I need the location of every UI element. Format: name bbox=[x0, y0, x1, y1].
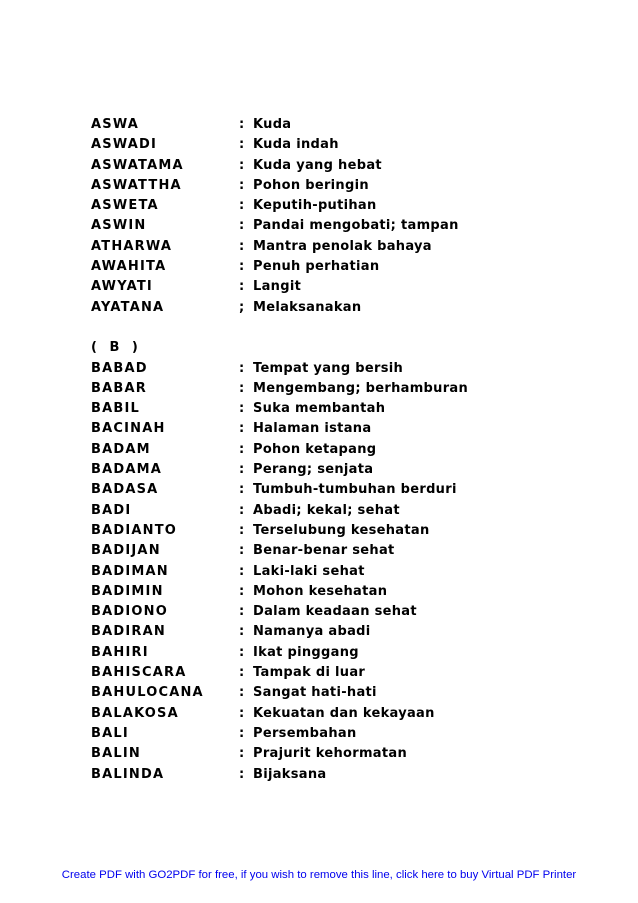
entry-separator: : bbox=[239, 198, 246, 214]
entry-separator: : bbox=[239, 705, 246, 721]
entry-definition: Sangat hati-hati bbox=[253, 685, 377, 701]
entry-separator: : bbox=[239, 685, 246, 701]
entry-definition: Benar-benar sehat bbox=[253, 543, 395, 559]
glossary-entry bbox=[91, 196, 611, 216]
entry-separator: ; bbox=[239, 299, 246, 315]
entry-term: BABIL bbox=[91, 401, 140, 417]
entry-separator: : bbox=[239, 482, 246, 498]
entry-definition: Kuda indah bbox=[253, 137, 339, 153]
entry-definition: Melaksanakan bbox=[253, 299, 362, 315]
section-a bbox=[91, 115, 611, 318]
entry-term: BALI bbox=[91, 725, 129, 741]
entry-definition: Penuh perhatian bbox=[253, 259, 380, 275]
entry-separator: : bbox=[239, 380, 246, 396]
glossary-entry bbox=[91, 643, 611, 663]
entry-definition: Pandai mengobati; tampan bbox=[253, 218, 459, 234]
entry-term: BAHISCARA bbox=[91, 665, 187, 681]
glossary-entry bbox=[91, 663, 611, 683]
entry-separator: : bbox=[239, 117, 246, 132]
glossary-entry bbox=[91, 176, 611, 196]
glossary-entry bbox=[91, 602, 611, 622]
entry-separator: : bbox=[239, 502, 246, 518]
entry-separator: : bbox=[239, 218, 246, 234]
entry-separator: : bbox=[239, 624, 246, 640]
entry-definition: Tampak di luar bbox=[253, 665, 366, 681]
glossary-entry bbox=[91, 216, 611, 236]
go2pdf-footer-link[interactable]: Create PDF with GO2PDF for free, if you wish to remove this line, click here to buy Virtual PDF Printer bbox=[61, 869, 577, 881]
entry-term: BADIMIN bbox=[91, 583, 164, 599]
entry-separator: : bbox=[239, 665, 246, 681]
entry-term: BADAM bbox=[91, 441, 151, 457]
entry-separator: : bbox=[239, 177, 246, 193]
entry-definition: Tempat yang bersih bbox=[253, 360, 404, 376]
entry-definition: Kekuatan dan kekayaan bbox=[253, 705, 435, 721]
entry-term: BAHIRI bbox=[91, 644, 149, 660]
glossary-entry bbox=[91, 115, 611, 135]
entry-separator: : bbox=[239, 401, 246, 417]
entry-term: ASWATAMA bbox=[91, 157, 184, 173]
entry-definition: Perang; senjata bbox=[253, 462, 374, 478]
entry-term: BALIN bbox=[91, 746, 141, 762]
entry-definition: Kuda bbox=[253, 117, 292, 132]
entry-term: BADI bbox=[91, 502, 132, 518]
entry-definition: Ikat pinggang bbox=[253, 644, 359, 660]
entry-separator: : bbox=[239, 259, 246, 275]
entry-separator: : bbox=[239, 604, 246, 620]
entry-definition: Halaman istana bbox=[253, 421, 372, 437]
entry-definition: Pohon beringin bbox=[253, 177, 369, 193]
entry-separator: : bbox=[239, 360, 246, 376]
entry-separator: : bbox=[239, 766, 246, 782]
entry-term: ASWETA bbox=[91, 198, 159, 214]
entry-definition: Pohon ketapang bbox=[253, 441, 377, 457]
entry-term: BADASA bbox=[91, 482, 159, 498]
spacer bbox=[91, 318, 611, 338]
glossary-entry bbox=[91, 724, 611, 744]
entry-term: AYATANA bbox=[91, 299, 165, 315]
entry-separator: : bbox=[239, 644, 246, 660]
entry-definition: Prajurit kehormatan bbox=[253, 746, 408, 762]
glossary-entry bbox=[91, 237, 611, 257]
entry-separator: : bbox=[239, 238, 246, 254]
glossary-entry bbox=[91, 419, 611, 439]
entry-term: ASWA bbox=[91, 117, 140, 132]
entry-separator: : bbox=[239, 746, 246, 762]
entry-definition: Suka membantah bbox=[253, 401, 386, 417]
entry-term: BALINDA bbox=[91, 766, 165, 782]
glossary-entry bbox=[91, 704, 611, 724]
entry-separator: : bbox=[239, 157, 246, 173]
glossary-entry bbox=[91, 440, 611, 460]
entry-term: ASWATTHA bbox=[91, 177, 182, 193]
section-b bbox=[91, 359, 611, 785]
glossary-entry bbox=[91, 501, 611, 521]
entry-term: BAHULOCANA bbox=[91, 685, 204, 701]
entry-definition: Kuda yang hebat bbox=[253, 157, 382, 173]
entry-term: BABAD bbox=[91, 360, 148, 376]
entry-definition: Laki-laki sehat bbox=[253, 563, 365, 579]
entry-term: BADIONO bbox=[91, 604, 168, 620]
glossary-entry bbox=[91, 399, 611, 419]
entry-definition: Mengembang; berhamburan bbox=[253, 380, 469, 396]
entry-term: BADIJAN bbox=[91, 543, 161, 559]
entry-definition: Tumbuh-tumbuhan berduri bbox=[253, 482, 457, 498]
entry-definition: Langit bbox=[253, 279, 302, 295]
entry-separator: : bbox=[239, 137, 246, 153]
entry-term: AWAHITA bbox=[91, 259, 167, 275]
section-b-heading-row bbox=[91, 338, 611, 358]
glossary-entry bbox=[91, 359, 611, 379]
entry-term: BADAMA bbox=[91, 462, 163, 478]
glossary-entry bbox=[91, 683, 611, 703]
entry-definition: Keputih-putihan bbox=[253, 198, 377, 214]
glossary-entry bbox=[91, 562, 611, 582]
glossary-entry bbox=[91, 582, 611, 602]
entry-separator: : bbox=[239, 279, 246, 295]
entry-separator: : bbox=[239, 522, 246, 538]
glossary-entry bbox=[91, 480, 611, 500]
glossary-entry bbox=[91, 298, 611, 318]
entry-definition: Dalam keadaan sehat bbox=[253, 604, 417, 620]
entry-definition: Namanya abadi bbox=[253, 624, 371, 640]
section-heading: ( B ) bbox=[91, 340, 142, 356]
entry-separator: : bbox=[239, 725, 246, 741]
entry-term: BADIRAN bbox=[91, 624, 166, 640]
entry-term: BADIANTO bbox=[91, 522, 178, 538]
entry-separator: : bbox=[239, 421, 246, 437]
entry-definition: Terselubung kesehatan bbox=[253, 522, 430, 538]
glossary-entry bbox=[91, 460, 611, 480]
entry-definition: Mantra penolak bahaya bbox=[253, 238, 432, 254]
entry-separator: : bbox=[239, 441, 246, 457]
entry-definition: Bijaksana bbox=[253, 766, 327, 782]
entry-term: ATHARWA bbox=[91, 238, 173, 254]
entry-term: AWYATI bbox=[91, 279, 153, 295]
glossary-entry bbox=[91, 622, 611, 642]
entry-term: ASWIN bbox=[91, 218, 147, 234]
entry-term: BABAR bbox=[91, 380, 147, 396]
entry-term: ASWADI bbox=[91, 137, 158, 153]
glossary-entry bbox=[91, 744, 611, 764]
glossary-entry bbox=[91, 541, 611, 561]
glossary-entry bbox=[91, 135, 611, 155]
glossary-entry bbox=[91, 765, 611, 785]
glossary-entry bbox=[91, 277, 611, 297]
entry-separator: : bbox=[239, 583, 246, 599]
entry-definition: Persembahan bbox=[253, 725, 357, 741]
entry-separator: : bbox=[239, 543, 246, 559]
glossary-entry bbox=[91, 521, 611, 541]
glossary-entry bbox=[91, 379, 611, 399]
entry-definition: Mohon kesehatan bbox=[253, 583, 388, 599]
entry-separator: : bbox=[239, 462, 246, 478]
entry-term: BALAKOSA bbox=[91, 705, 179, 721]
entry-term: BACINAH bbox=[91, 421, 166, 437]
glossary-entry bbox=[91, 156, 611, 176]
entry-term: BADIMAN bbox=[91, 563, 169, 579]
glossary-entry bbox=[91, 257, 611, 277]
entry-separator: : bbox=[239, 563, 246, 579]
glossary-list bbox=[91, 115, 611, 785]
entry-definition: Abadi; kekal; sehat bbox=[253, 502, 400, 518]
